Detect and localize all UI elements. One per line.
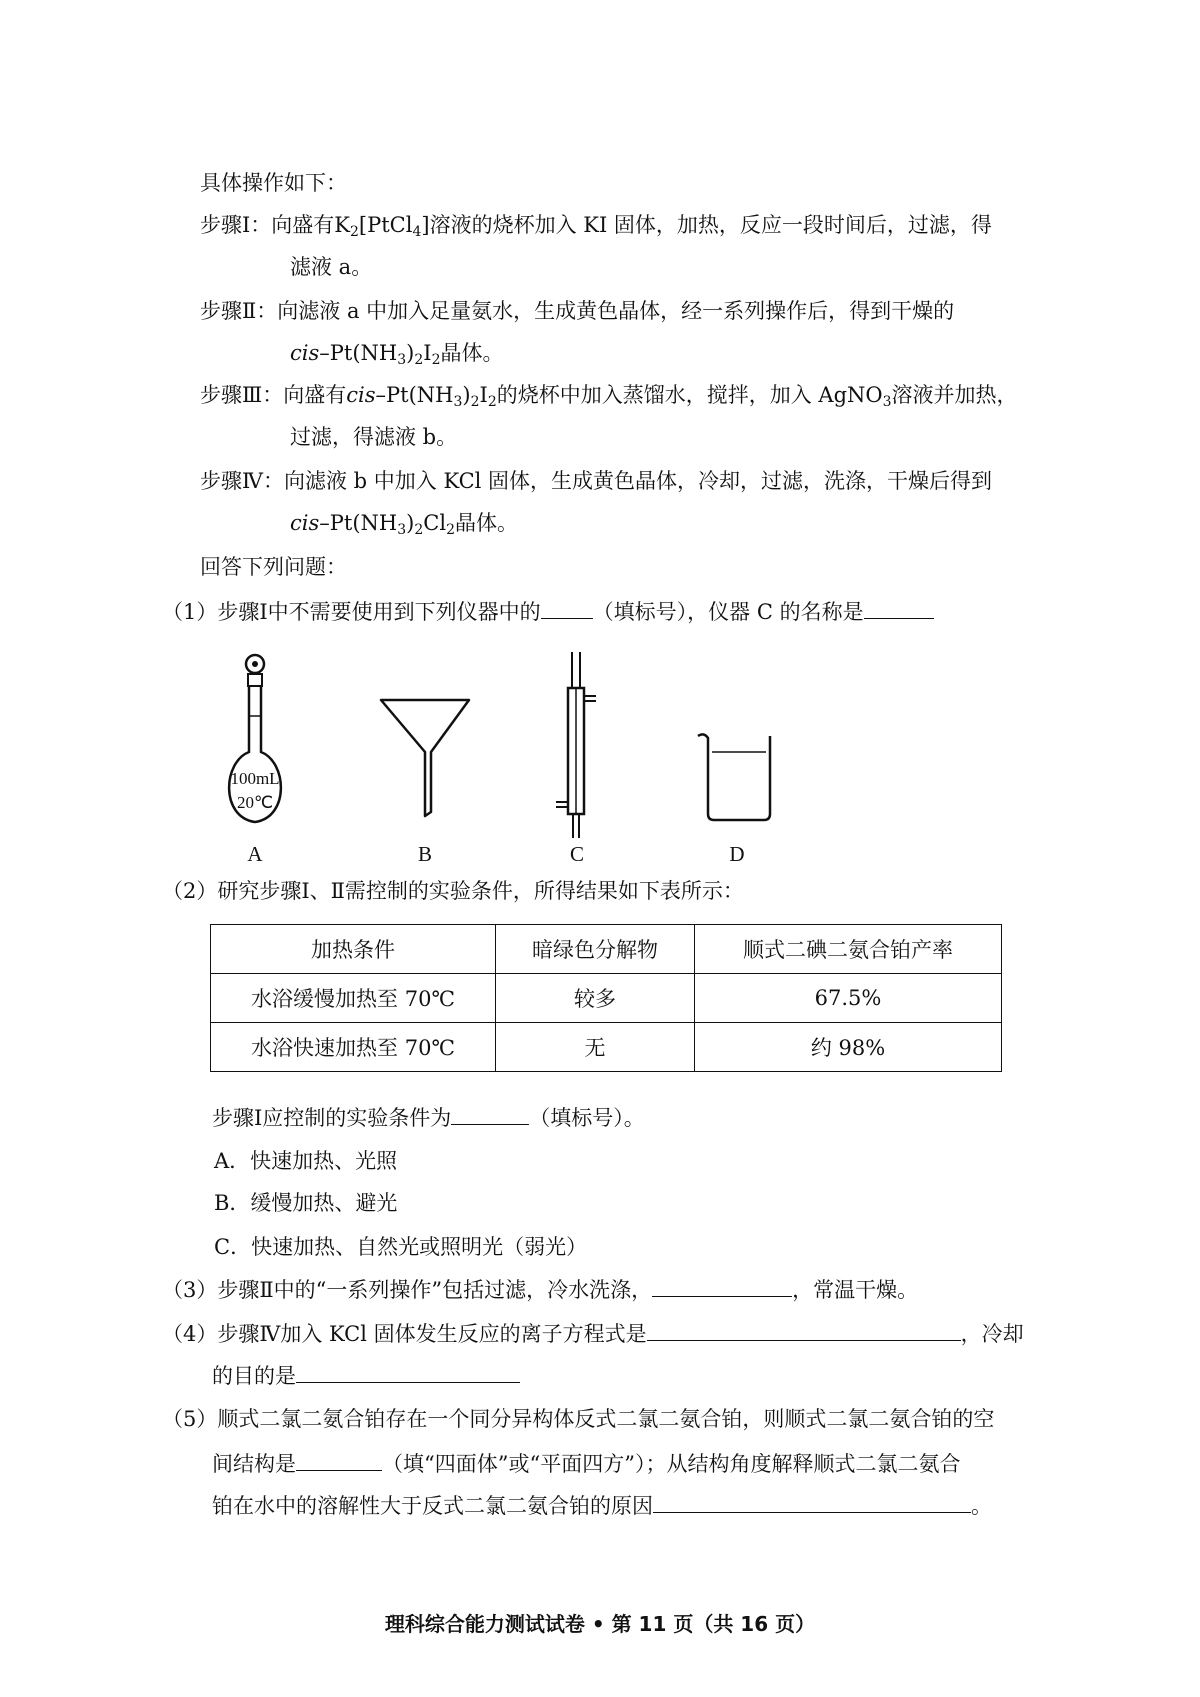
question-4-line-2: 的目的是 [212,1360,520,1391]
question-2: （2）研究步骤Ⅰ、Ⅱ需控制的实验条件，所得结果如下表所示： [162,879,744,903]
question-5-line-3: 铂在水中的溶解性大于反式二氯二氨合铂的原因 。 [212,1490,992,1521]
answer-blank[interactable] [653,1490,971,1513]
table-header-row [211,925,1002,974]
answer-blank[interactable] [451,1102,529,1125]
option-a: A．快速加热、光照 [214,1149,398,1173]
formula-cis-ptnh3-2-i2: cis–$Pt(NH_3)_2I_2$ [290,341,441,368]
table-cell: 67.5% [695,974,1002,1023]
answer-blank[interactable] [296,1360,520,1383]
step-4-line-2: cis–$Pt(NH_3)_2Cl_2$晶体。 [290,511,518,538]
step-1-line-2: 滤液 a。 [290,255,373,279]
answer-blank[interactable] [296,1448,382,1471]
apparatus-label-c: C [569,842,584,866]
option-c: C．快速加热、自然光或照明光（弱光） [214,1235,588,1259]
condenser-icon [540,652,620,842]
formula-k2ptcl4: $K_2[PtCl_4]$ [334,213,430,240]
volumetric-flask-icon [205,652,305,830]
step-3-line-1: 步骤Ⅲ：向盛有cis–$Pt(NH_3)_2I_2$的烧杯中加入蒸馏水，搅拌，加入 AgNO$_3$溶液并加热， [200,383,1018,410]
question-2-prompt: 步骤Ⅰ应控制的实验条件为 （填标号）。 [212,1102,645,1133]
answer-blank[interactable] [652,1274,792,1297]
option-b: B．缓慢加热、避光 [214,1191,398,1215]
apparatus-label-b: B [417,842,432,866]
step-4-line-1: 步骤Ⅳ：向滤液 b 中加入 KCl 固体，生成黄色晶体，冷却，过滤，洗涤，干燥后得到 [200,469,993,493]
flask-volume-text: 100mL [230,769,280,788]
step-3-label: 步骤Ⅲ： [200,383,284,407]
question-5-line-2: 间结构是 （填“四面体”或“平面四方”）；从结构角度解释顺式二氯二氨合 [212,1448,960,1479]
question-4-line-1: （4）步骤Ⅳ加入 KCl 固体发生反应的离子方程式是 ，冷却 [162,1318,1024,1349]
step-4-label: 步骤Ⅳ： [200,469,284,493]
table-cell: 水浴缓慢加热至 70℃ [211,974,496,1023]
answer-blank[interactable] [541,596,593,619]
question-5-line-1: （5）顺式二氯二氨合铂存在一个同分异构体反式二氯二氨合铂，则顺式二氯二氨合铂的空 [162,1407,995,1431]
step-3-line-2: 过滤，得滤液 b。 [290,425,458,449]
table-header: 顺式二碘二氨合铂产率 [695,925,1002,974]
table-cell: 水浴快速加热至 70℃ [211,1023,496,1072]
table-cell: 较多 [496,974,695,1023]
question-3: （3）步骤Ⅱ中的“一系列操作”包括过滤，冷水洗涤， ，常温干燥。 [162,1274,918,1305]
formula-cis-ptnh3-2-i2: cis–$Pt(NH_3)_2I_2$ [346,383,497,410]
table-row [211,1023,1002,1072]
table-header: 暗绿色分解物 [496,925,695,974]
answer-blank[interactable] [647,1318,961,1341]
answer-blank[interactable] [864,596,934,619]
formula-cis-ptnh3-2-cl2: cis–$Pt(NH_3)_2Cl_2$ [290,511,455,538]
flask-temp-text: 20℃ [236,793,274,812]
table-cell: 约 98% [695,1023,1002,1072]
apparatus-label-d: D [729,842,745,866]
page-footer: 理科综合能力测试试卷 • 第 11 页（共 16 页） [384,1612,816,1636]
step-2-line-1: 步骤Ⅱ：向滤液 a 中加入足量氨水，生成黄色晶体，经一系列操作后，得到干燥的 [200,299,955,323]
question-1: （1）步骤Ⅰ中不需要使用到下列仪器中的 （填标号），仪器 C 的名称是 [162,596,934,627]
funnel-icon [375,652,475,830]
intro-text: 具体操作如下： [200,171,347,195]
step-1-line-1: 步骤Ⅰ：向盛有$K_2[PtCl_4]$溶液的烧杯加入 KI 固体，加热，反应一段时间后，过滤，得 [200,213,992,240]
step-2-label: 步骤Ⅱ： [200,299,278,323]
apparatus-label-a: A [247,842,263,866]
beaker-icon [690,652,790,830]
results-table [210,924,1002,1072]
table-header: 加热条件 [211,925,496,974]
answer-heading: 回答下列问题： [200,555,347,579]
step-1-label: 步骤Ⅰ： [200,213,272,237]
table-row [211,974,1002,1023]
step-2-line-2: cis–$Pt(NH_3)_2I_2$晶体。 [290,341,504,368]
table-cell: 无 [496,1023,695,1072]
